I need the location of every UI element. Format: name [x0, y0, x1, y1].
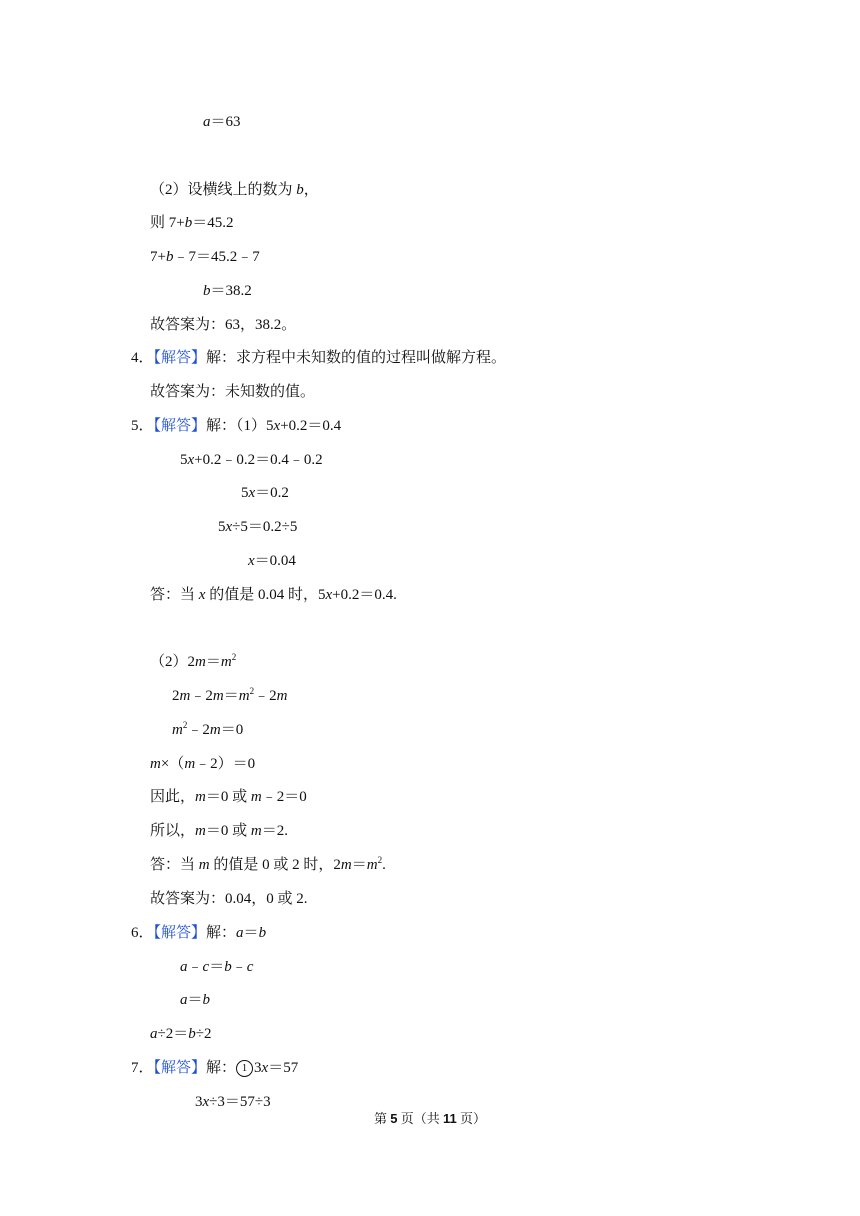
text-segment: ＝0.04 [254, 553, 296, 569]
exponent: 2 [249, 686, 255, 696]
variable: m [195, 654, 206, 670]
text-segment: 5 [218, 519, 226, 535]
text-segment: ﹣2）＝0 [195, 756, 256, 772]
text-segment: ÷2＝ [157, 1026, 189, 1042]
text-segment: 3 [195, 1094, 203, 1110]
variable: a [180, 992, 188, 1008]
text-segment: 解：（1）5 [206, 418, 274, 434]
text-segment: ＝ [223, 688, 239, 704]
equation-line [150, 821, 288, 841]
text-segment: ＝2. [261, 823, 288, 839]
variable: m [195, 789, 206, 805]
equation-line [203, 281, 252, 301]
circled-number: 1 [236, 1060, 253, 1077]
variable: m [212, 688, 224, 704]
variable: x [261, 1060, 269, 1076]
text-segment: 5． [131, 418, 154, 434]
text-segment: 页（共 [397, 1111, 443, 1126]
variable: m [195, 823, 206, 839]
exponent: 2 [182, 720, 188, 730]
answer-tag: 【解答】 [153, 925, 207, 941]
text-segment: ﹣2＝0 [261, 789, 307, 805]
equation-line [241, 483, 289, 503]
equation-line [195, 1092, 271, 1112]
page-total: 11 [443, 1111, 457, 1126]
text-segment: 5 [180, 452, 188, 468]
text-segment: 的值是 0.04 时，5 [205, 587, 326, 603]
text-segment: 所以， [150, 823, 196, 839]
text-segment: 第 [373, 1111, 391, 1126]
variable: m [150, 756, 161, 772]
equation-line [172, 686, 287, 706]
text-segment: ＝0 [220, 722, 244, 738]
variable: b [165, 249, 174, 265]
text-segment: ﹣2 [187, 722, 210, 738]
answer-tag: 【解答】 [153, 350, 207, 366]
answer-line [150, 585, 397, 605]
text-segment: 因此， [150, 789, 196, 805]
text-segment: ＝45.2 [192, 215, 234, 231]
text-segment: ＝57 [268, 1060, 299, 1076]
variable: m [172, 722, 183, 738]
equation-line [150, 754, 255, 774]
text-segment: ＝ [209, 959, 225, 975]
variable: m [238, 688, 250, 704]
equation-line [150, 247, 260, 267]
variable: m [366, 857, 378, 873]
text-segment: 4． [131, 350, 154, 366]
equation-line [150, 1024, 211, 1044]
variable: x [187, 452, 195, 468]
variable: m [250, 789, 262, 805]
text-segment: ÷2 [195, 1026, 212, 1042]
text-segment: 则 7+ [150, 215, 185, 231]
equation-line [150, 213, 233, 233]
answer-line [150, 855, 386, 875]
text-segment: 答：当 [150, 857, 199, 873]
equation-line [180, 990, 210, 1010]
question-6-solution [131, 923, 266, 943]
variable: m [209, 722, 221, 738]
text-segment: . [382, 857, 386, 873]
page-number: 5 [390, 1111, 398, 1126]
question-7-solution [131, 1058, 298, 1078]
equation-line [248, 551, 296, 571]
text-segment: 答：当 [150, 587, 199, 603]
answer-line: 故答案为：未知数的值。 [150, 384, 316, 400]
text-segment: 7． [131, 1060, 154, 1076]
variable: c [246, 959, 254, 975]
text-segment: 7+ [150, 249, 166, 265]
exponent: 2 [231, 652, 237, 662]
question-5-solution [131, 416, 341, 436]
text-segment: 5 [241, 485, 249, 501]
variable: x [202, 1094, 210, 1110]
answer-line: 故答案为：0.04，0 或 2. [150, 891, 308, 907]
text-segment: ﹣2 [190, 688, 213, 704]
text-segment: ＝63 [210, 114, 241, 130]
text-segment: ﹣2 [254, 688, 277, 704]
equation-line [203, 112, 241, 132]
text-segment: ＝0 或 [205, 789, 251, 805]
text-segment: ﹣ [231, 959, 247, 975]
variable: c [202, 959, 210, 975]
text-segment: ﹣ [187, 959, 203, 975]
text-segment: +0.2＝0.4 [280, 418, 342, 434]
text-segment: （2）2 [150, 654, 196, 670]
variable: x [225, 519, 233, 535]
text-segment: （2）设横线上的数为 [150, 182, 297, 198]
text-segment: 3 [254, 1060, 262, 1076]
equation-line [180, 957, 253, 977]
text-segment: ， [303, 182, 319, 198]
variable: x [325, 587, 333, 603]
variable: m [220, 654, 232, 670]
variable: m [198, 857, 210, 873]
variable: x [248, 553, 255, 569]
text-segment: 6． [131, 925, 154, 941]
text-segment: ÷5＝0.2÷5 [232, 519, 298, 535]
text-segment: ＝ [243, 925, 259, 941]
variable: a [180, 959, 188, 975]
text-segment: 页） [456, 1111, 487, 1126]
question-4-solution [131, 348, 506, 368]
text-segment: ＝ [205, 654, 221, 670]
text-segment: ＝0 或 [205, 823, 251, 839]
equation-line [172, 720, 243, 740]
text-segment: 2 [172, 688, 180, 704]
text-segment: ＝ [351, 857, 367, 873]
variable: a [236, 925, 244, 941]
text-segment: 的值是 0 或 2 时，2 [209, 857, 341, 873]
text-segment: ＝0.2 [255, 485, 289, 501]
text-segment: 解： [206, 925, 237, 941]
text-segment: ×（ [160, 756, 185, 772]
text-segment: ＝ [187, 992, 203, 1008]
variable: m [276, 688, 288, 704]
page-footer [0, 1110, 860, 1128]
variable: m [250, 823, 262, 839]
text-segment: +0.2﹣0.2＝0.4﹣0.2 [194, 452, 323, 468]
variable: m [179, 688, 191, 704]
exponent: 2 [377, 855, 383, 865]
equation-line [218, 517, 297, 537]
variable: x [273, 418, 281, 434]
text-segment: 解： [206, 1060, 237, 1076]
text-segment: ÷3＝57÷3 [209, 1094, 271, 1110]
variable: m [184, 756, 196, 772]
variable: b [202, 992, 211, 1008]
equation-line [150, 787, 307, 807]
variable: b [203, 283, 211, 299]
text-segment: +0.2＝0.4. [332, 587, 397, 603]
variable: a [150, 1026, 158, 1042]
sub-question-2 [150, 652, 236, 672]
variable: b [184, 215, 193, 231]
sub-question-2 [150, 180, 319, 200]
variable: b [188, 1026, 196, 1042]
variable: a [203, 114, 211, 130]
answer-line: 故答案为：63，38.2。 [150, 317, 297, 333]
answer-tag: 【解答】 [153, 418, 207, 434]
variable: x [198, 587, 206, 603]
text-segment: ＝38.2 [210, 283, 252, 299]
answer-tag: 【解答】 [153, 1060, 207, 1076]
variable: b [296, 182, 304, 198]
variable: x [248, 485, 256, 501]
variable: b [224, 959, 232, 975]
text-segment: 解：求方程中未知数的值的过程叫做解方程。 [206, 350, 507, 366]
variable: b [258, 925, 267, 941]
variable: m [340, 857, 352, 873]
text-segment: ﹣7＝45.2﹣7 [173, 249, 260, 265]
equation-line [180, 450, 323, 470]
